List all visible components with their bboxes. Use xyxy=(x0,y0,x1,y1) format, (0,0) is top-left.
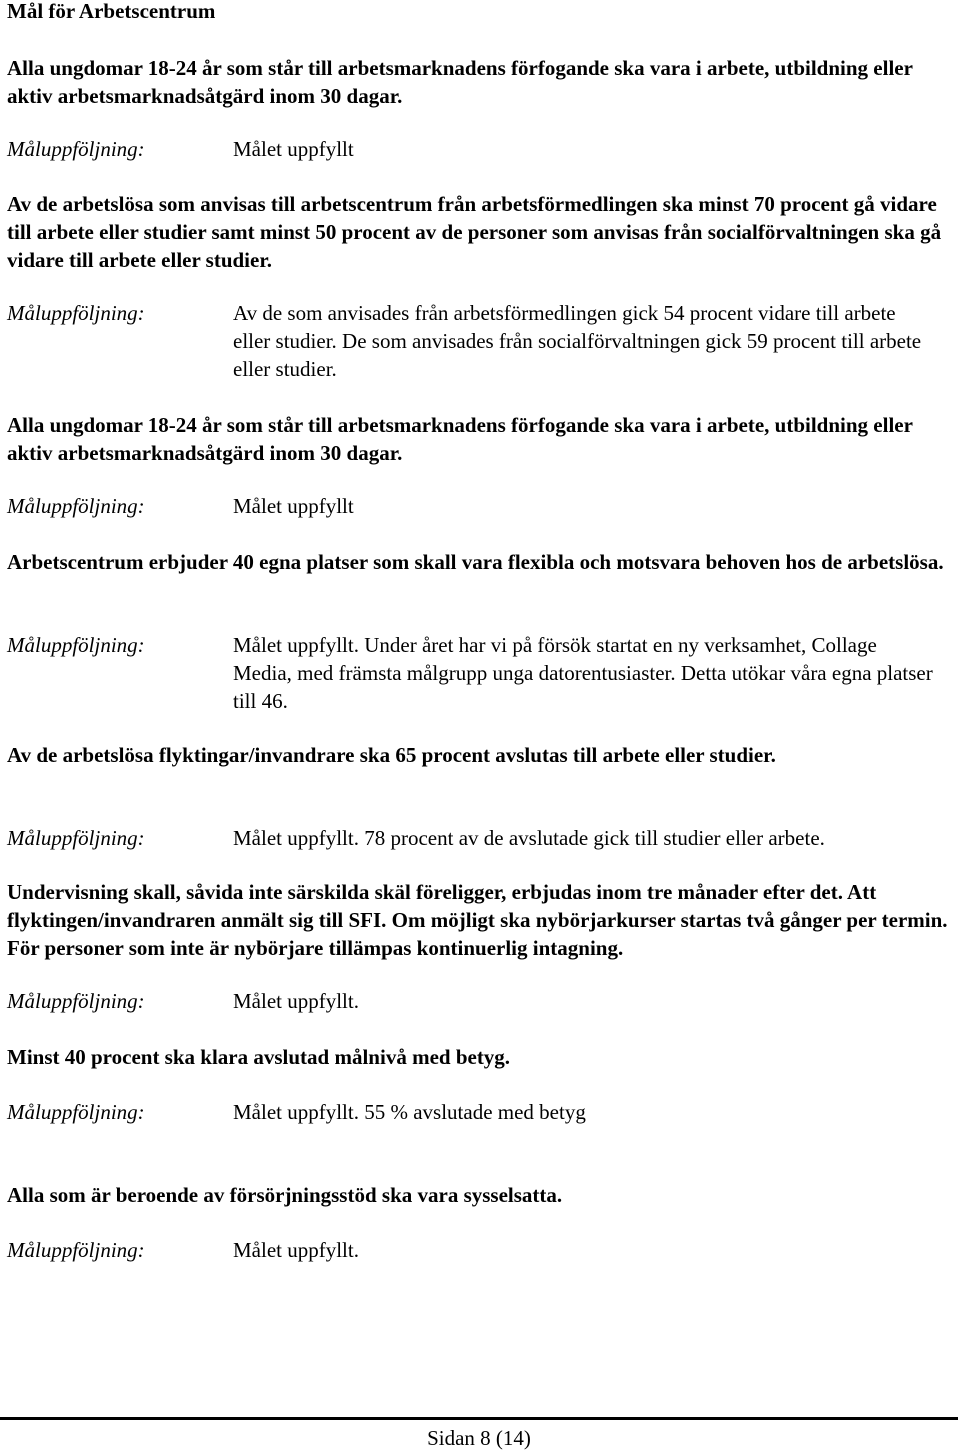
footer-divider xyxy=(0,1417,958,1420)
followup-label: Måluppföljning: xyxy=(7,633,145,657)
page-number: Sidan 8 (14) xyxy=(427,1426,531,1450)
goal-text: Arbetscentrum erbjuder 40 egna platser som skall vara flexibla och motsvara behoven hos de arbetslösa. xyxy=(7,550,944,574)
goal-text: Alla som är beroende av försörjningsstöd ska vara sysselsatta. xyxy=(7,1183,563,1207)
followup-result: Målet uppfyllt. 78 procent av de avslutade gick till studier eller arbete. xyxy=(233,826,825,850)
followup-result: Målet uppfyllt. xyxy=(233,989,359,1013)
goal-text: Alla ungdomar 18-24 år som står till arbetsmarknadens förfogande ska vara i arbete, utbildning eller aktiv arbetsmarknadsåtgärd inom 30 dagar. xyxy=(7,56,913,108)
page-heading: Mål för Arbetscentrum xyxy=(7,0,216,23)
followup-label: Måluppföljning: xyxy=(7,301,145,325)
goal-text: Av de arbetslösa som anvisas till arbetscentrum från arbetsförmedlingen ska minst 70 procent gå vidare till arbete eller studier samt minst 50 procent av de personer som anvisas från socialförvaltningen ska gå vidare till arbete eller studier. xyxy=(7,192,942,272)
followup-label: Måluppföljning: xyxy=(7,494,145,518)
followup-result: Målet uppfyllt. 55 % avslutade med betyg xyxy=(233,1100,586,1124)
followup-result: Av de som anvisades från arbetsförmedlingen gick 54 procent vidare till arbete eller studier. De som anvisades från socialförvaltningen gick 59 procent till arbete eller studier. xyxy=(233,301,922,381)
followup-label: Måluppföljning: xyxy=(7,1100,145,1124)
followup-label: Måluppföljning: xyxy=(7,826,145,850)
goal-text: Undervisning skall, såvida inte särskilda skäl föreligger, erbjudas inom tre månader efter det. Att flyktingen/invandraren anmält sig till SFI. Om möjligt ska nybörjarkurser startas två gånger per termin. För personer som inte är nybörjare tillämpas kontinuerlig intagning. xyxy=(7,880,948,960)
followup-result: Målet uppfyllt. Under året har vi på försök startat en ny verksamhet, Collage Media, med främsta målgrupp unga datorentusiaster. Detta utökar våra egna platser till 46. xyxy=(233,633,933,713)
followup-result: Målet uppfyllt. xyxy=(233,1238,359,1262)
followup-label: Måluppföljning: xyxy=(7,989,145,1013)
goal-text: Av de arbetslösa flyktingar/invandrare ska 65 procent avslutas till arbete eller studier. xyxy=(7,743,776,767)
followup-label: Måluppföljning: xyxy=(7,1238,145,1262)
followup-result: Målet uppfyllt xyxy=(233,137,354,161)
followup-label: Måluppföljning: xyxy=(7,137,145,161)
followup-result: Målet uppfyllt xyxy=(233,494,354,518)
goal-text: Alla ungdomar 18-24 år som står till arbetsmarknadens förfogande ska vara i arbete, utbildning eller aktiv arbetsmarknadsåtgärd inom 30 dagar. xyxy=(7,413,913,465)
goal-text: Minst 40 procent ska klara avslutad målnivå med betyg. xyxy=(7,1045,511,1069)
